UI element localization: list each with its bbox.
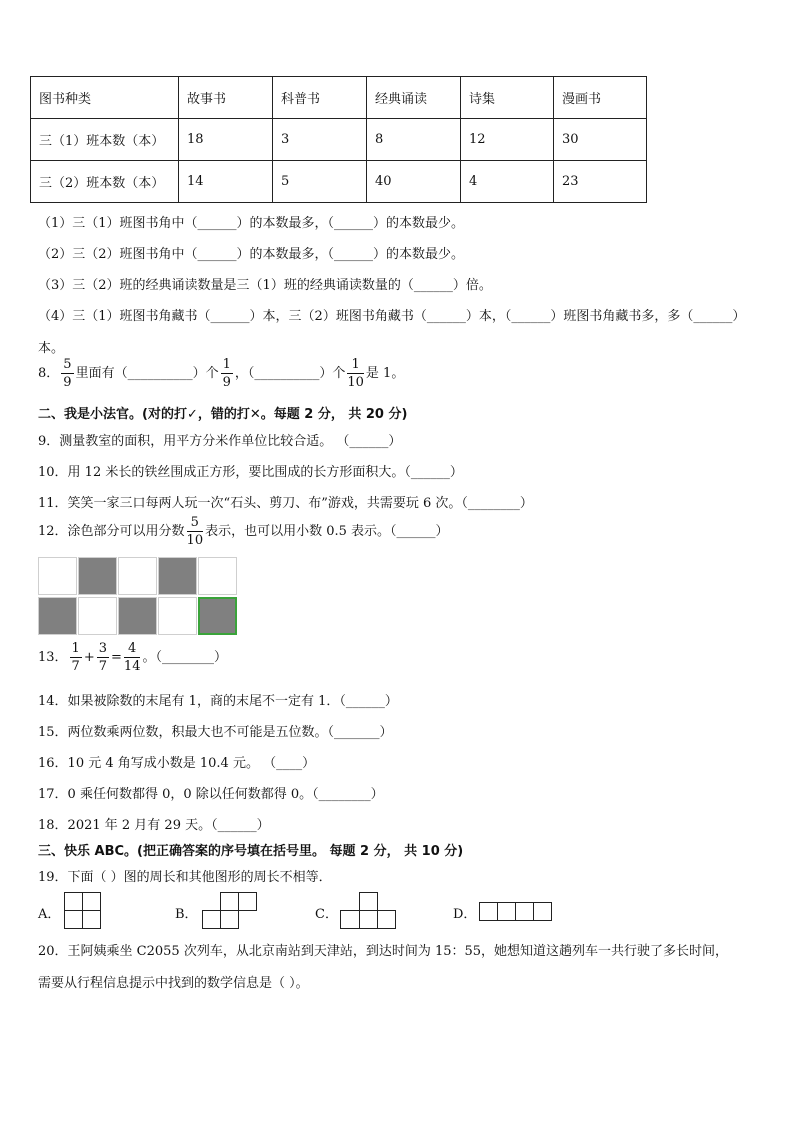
question-number: 8． — [38, 366, 60, 381]
numerator: 1 — [71, 641, 80, 656]
operator: + — [83, 650, 95, 665]
denominator: 10 — [186, 533, 204, 548]
option-b-figure — [202, 892, 260, 932]
numerator: 5 — [187, 516, 204, 532]
numerator: 1 — [347, 358, 364, 374]
option-c-figure — [340, 892, 398, 932]
question-9: 9．测量教室的面积，用平方分米作单位比较合适。 （______） — [38, 434, 402, 449]
q7-sub1: （1）三（1）班图书角中（______）的本数最多，（______）的本数最少。 — [38, 216, 465, 231]
book-table — [30, 76, 647, 203]
option-a-figure — [64, 892, 102, 930]
table-cell: 18 — [179, 119, 273, 161]
fraction — [347, 358, 364, 389]
table-cell: 12 — [461, 119, 554, 161]
q7-sub2: （2）三（2）班图书角中（______）的本数最多，（______）的本数最少。 — [38, 247, 465, 262]
question-12 — [38, 516, 449, 547]
table-row — [31, 119, 647, 161]
grid-cell-shaded — [118, 597, 157, 635]
numerator: 4 — [124, 642, 141, 658]
table-cell: 23 — [554, 161, 647, 203]
question-19: 19．下面（ ）图的周长和其他图形的周长不相等． — [38, 870, 332, 885]
grid-cell-blank — [38, 557, 77, 595]
question-8 — [38, 358, 404, 389]
header-cell: 图书种类 — [31, 77, 179, 119]
grid-cell-shaded-selected — [198, 597, 237, 635]
option-c-label: C． — [315, 907, 338, 922]
question-text: 。（________） — [142, 650, 227, 665]
question-17: 17．0 乘任何数都得 0，0 除以任何数都得 0。（________） — [38, 787, 384, 802]
grid-cell-blank — [158, 597, 197, 635]
question-10: 10．用 12 米长的铁丝围成正方形，要比围成的长方形面积大。（______） — [38, 465, 463, 480]
question-text: 12．涂色部分可以用分数 — [38, 524, 185, 539]
denominator: 10 — [347, 375, 364, 390]
question-14: 14．如果被除数的末尾有 1，商的末尾不一定有 1．（______） — [38, 694, 398, 709]
shaded-grid-figure — [38, 557, 242, 637]
table-cell: 3 — [273, 119, 367, 161]
question-11: 11．笑笑一家三口每两人玩一次“石头、剪刀、布”游戏，共需要玩 6 次。（________） — [38, 496, 533, 511]
grid-cell-shaded — [78, 557, 117, 595]
q7-sub4-cont: 本。 — [38, 341, 65, 356]
grid-cell-blank — [78, 597, 117, 635]
table-cell: 4 — [461, 161, 554, 203]
table-cell: 30 — [554, 119, 647, 161]
denominator: 9 — [63, 375, 72, 390]
numerator: 3 — [98, 641, 108, 656]
question-text: ，（__________）个 — [234, 366, 346, 381]
table-header-row — [31, 77, 647, 119]
denominator: 7 — [71, 659, 80, 674]
denominator: 9 — [222, 375, 231, 390]
fraction — [124, 642, 141, 673]
option-b-label: B． — [175, 907, 198, 922]
table-cell: 三（1）班本数（本） — [31, 119, 179, 161]
numerator: 1 — [222, 357, 231, 372]
denominator: 14 — [123, 659, 141, 674]
header-cell: 故事书 — [179, 77, 273, 119]
table-cell: 5 — [273, 161, 367, 203]
question-20-line2: 需要从行程信息提示中找到的数学信息是（ ）。 — [38, 976, 309, 991]
question-13 — [38, 642, 227, 673]
section-2-heading: 二、我是小法官。(对的打✓，错的打✕。每题 2 分， 共 20 分) — [38, 407, 408, 422]
question-16: 16．10 元 4 角写成小数是 10.4 元。 （____） — [38, 756, 316, 771]
denominator: 7 — [98, 659, 108, 674]
operator: = — [111, 650, 122, 665]
option-a-label: A． — [38, 907, 61, 922]
table-cell: 14 — [179, 161, 273, 203]
fraction — [221, 358, 233, 389]
question-text: 表示，也可以用小数 0.5 表示。（______） — [205, 524, 449, 539]
numerator: 5 — [63, 357, 72, 372]
grid-cell-shaded — [158, 557, 197, 595]
question-20-line1: 20．王阿姨乘坐 C2055 次列车，从北京南站到天津站，到达时间为 15：55，她想知道这趟列车一共行驶了多长时间， — [38, 944, 729, 959]
table-row — [31, 161, 647, 203]
fraction — [97, 642, 109, 673]
question-18: 18．2021 年 2 月有 29 天。（______） — [38, 818, 270, 833]
fraction — [70, 642, 82, 673]
grid-cell-blank — [118, 557, 157, 595]
option-d-figure — [479, 902, 553, 922]
q7-sub3: （3）三（2）班的经典诵读数量是三（1）班的经典诵读数量的（______）倍。 — [38, 278, 492, 293]
header-cell: 经典诵读 — [367, 77, 461, 119]
grid-cell-blank — [198, 557, 237, 595]
question-number: 13． — [38, 650, 68, 665]
fraction — [61, 358, 73, 389]
question-text: 是 1。 — [365, 366, 405, 381]
header-cell: 科普书 — [273, 77, 367, 119]
table-cell: 8 — [367, 119, 461, 161]
table-cell: 40 — [367, 161, 461, 203]
question-15: 15．两位数乘两位数，积最大也不可能是五位数。（_______） — [38, 725, 393, 740]
question-text: 里面有（__________）个 — [75, 366, 219, 381]
table-cell: 三（2）班本数（本） — [31, 161, 179, 203]
grid-cell-shaded — [38, 597, 77, 635]
option-d-label: D． — [453, 907, 477, 922]
fraction — [187, 516, 204, 547]
header-cell: 漫画书 — [554, 77, 647, 119]
q7-sub4: （4）三（1）班图书角藏书（______）本，三（2）班图书角藏书（______）本，（______）班图书角藏书多，多（______） — [38, 309, 746, 324]
header-cell: 诗集 — [461, 77, 554, 119]
section-3-heading: 三、快乐 ABC。(把正确答案的序号填在括号里。 每题 2 分， 共 10 分) — [38, 844, 464, 859]
